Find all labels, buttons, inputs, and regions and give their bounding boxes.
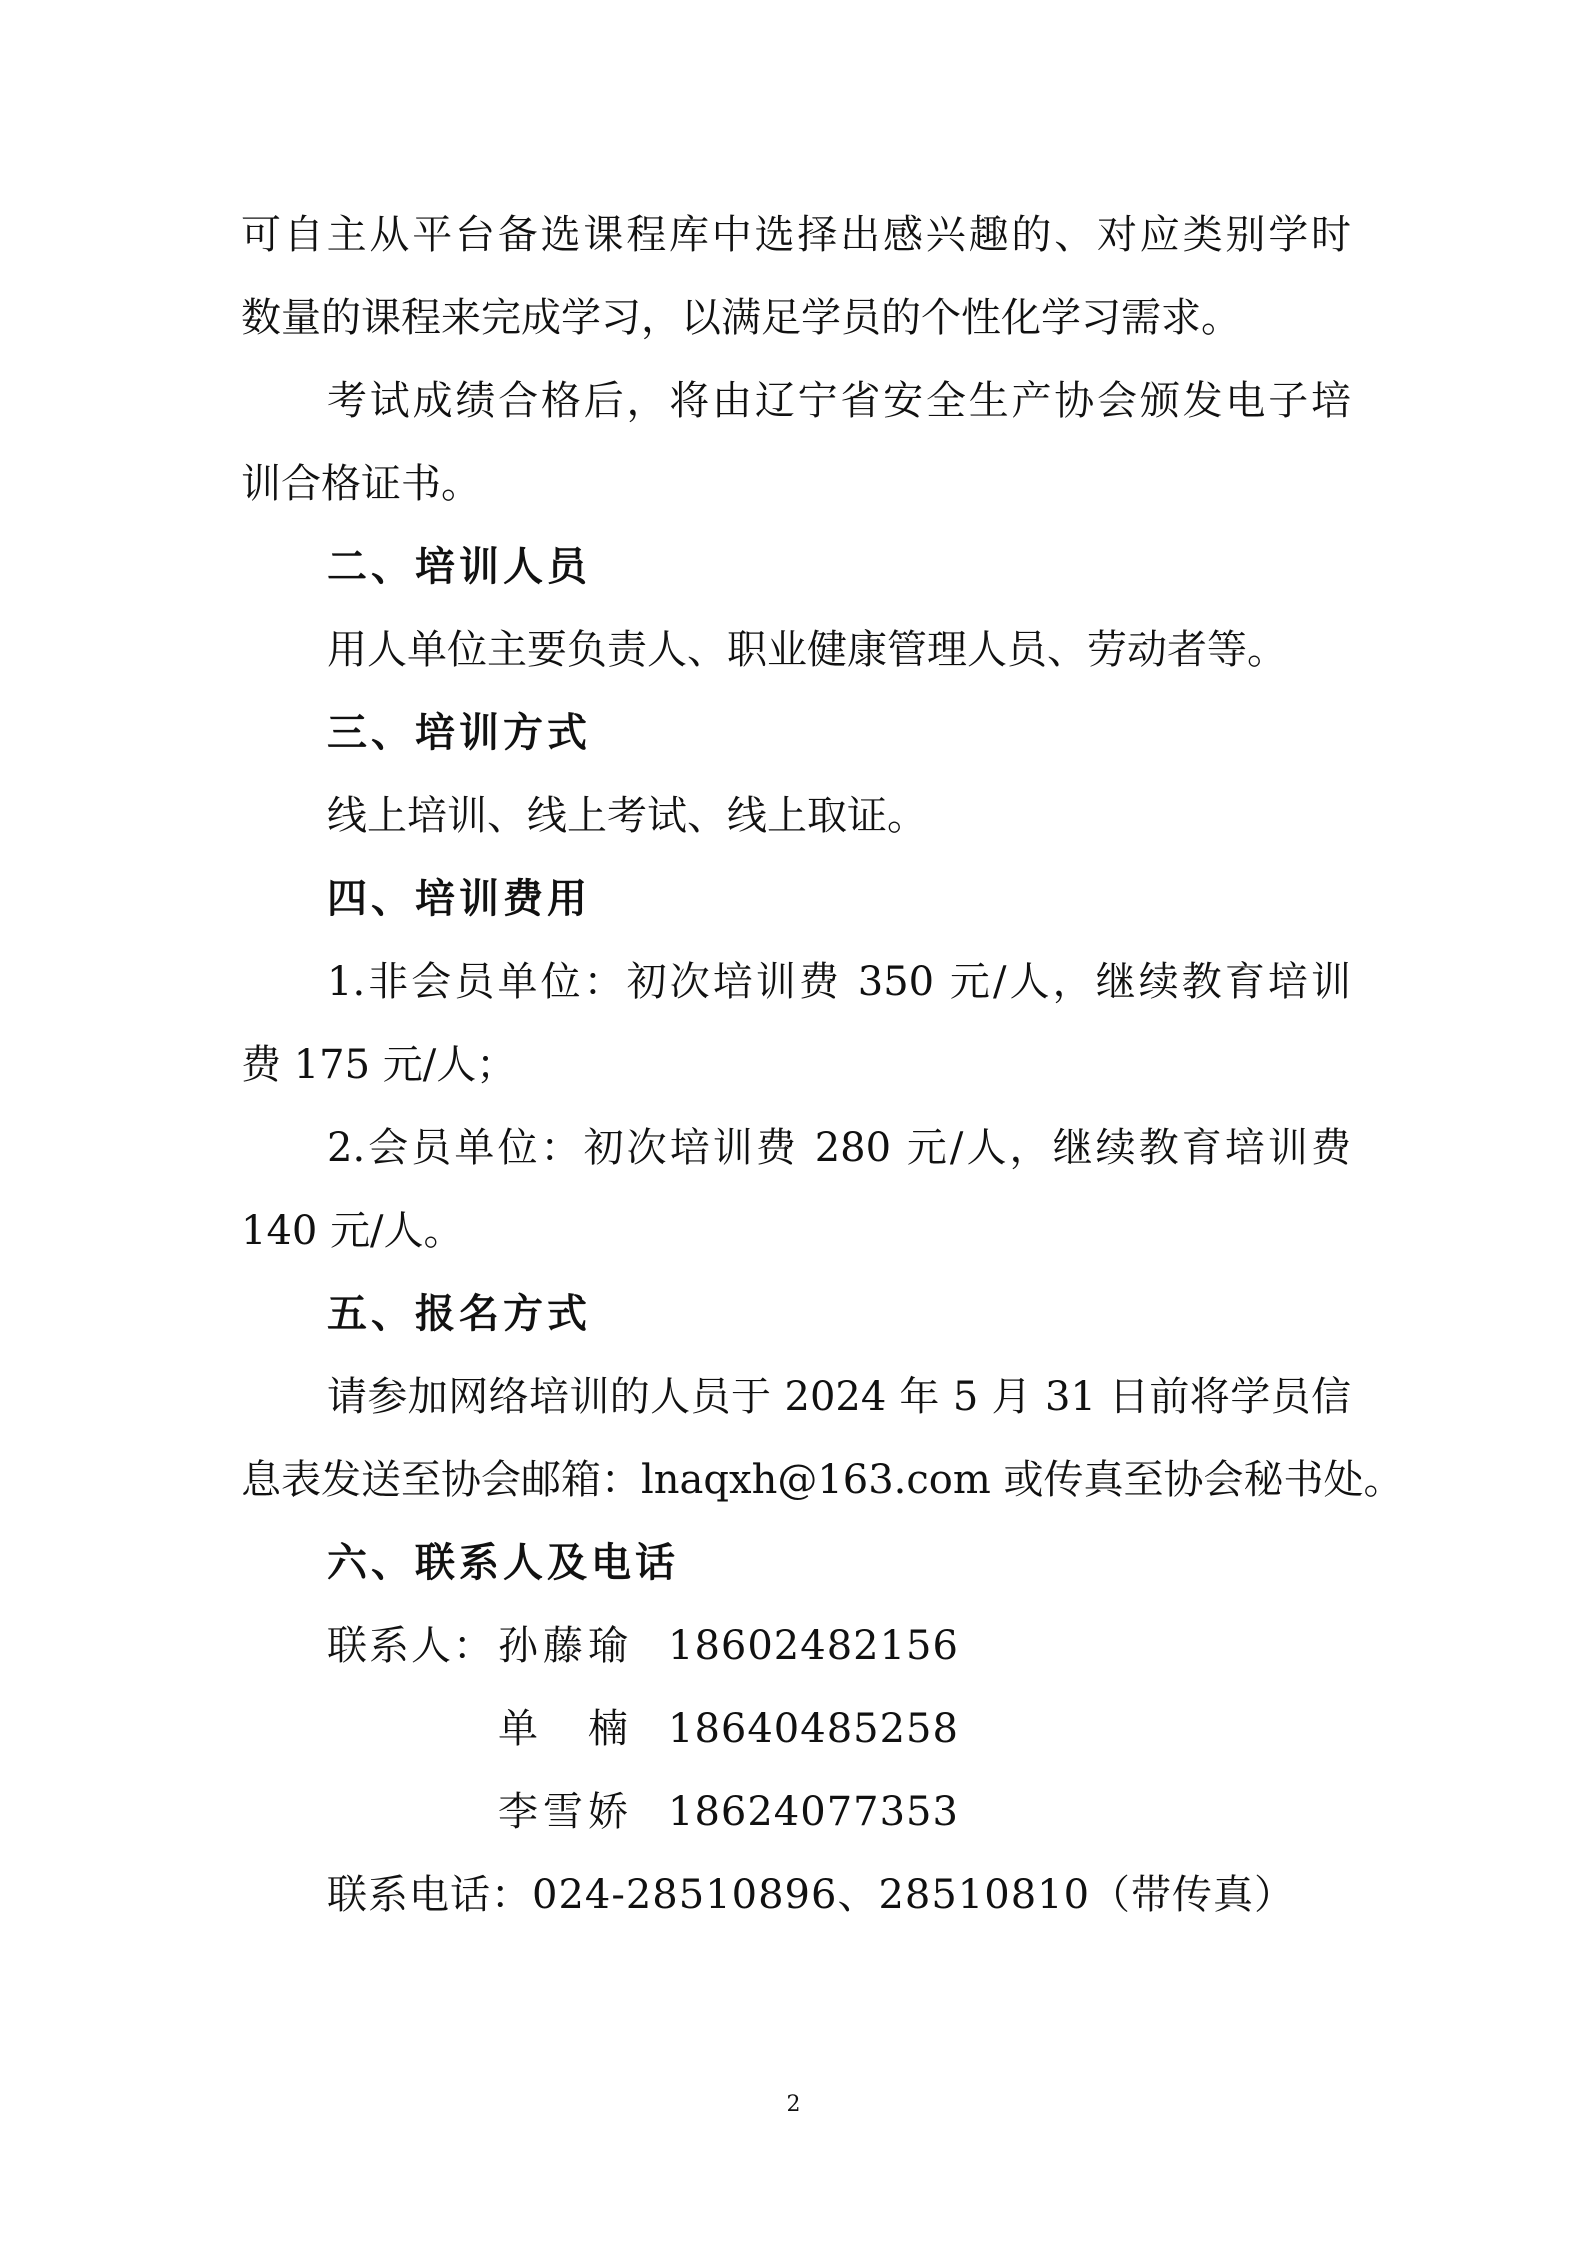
contacts-label: 联系人：	[327, 1623, 495, 1669]
section-heading: 二、培训人员	[327, 544, 591, 590]
section-heading: 六、联系人及电话	[327, 1540, 679, 1586]
paragraph-line: 训合格证书。	[241, 461, 481, 507]
fee-item: 费 175 元/人；	[241, 1042, 517, 1088]
fee-item: 140 元/人。	[241, 1208, 464, 1254]
paragraph-line: 数量的课程来完成学习，以满足学员的个性化学习需求。	[241, 295, 1241, 341]
section-body: 息表发送至协会邮箱：lnaqxh@163.com 或传真至协会秘书处。	[241, 1457, 1404, 1503]
contact-name: 孙藤瑜	[498, 1623, 628, 1669]
page-number: 2	[786, 2092, 801, 2117]
fee-item: 1.非会员单位：初次培训费 350 元/人，继续教育培训	[327, 959, 1351, 1005]
contact-phone: 18640485258	[668, 1706, 959, 1752]
fee-item: 2.会员单位：初次培训费 280 元/人，继续教育培训费	[327, 1125, 1351, 1171]
contact-phone: 18602482156	[668, 1623, 959, 1669]
contact-name: 李雪娇	[498, 1789, 628, 1835]
section-heading: 四、培训费用	[327, 876, 591, 922]
section-body: 线上培训、线上考试、线上取证。	[327, 793, 927, 839]
contact-phone-line: 联系电话：024-28510896、28510810（带传真）	[327, 1872, 1296, 1918]
section-body: 请参加网络培训的人员于 2024 年 5 月 31 日前将学员信	[327, 1374, 1351, 1420]
contact-phone: 18624077353	[668, 1789, 959, 1835]
section-heading: 三、培训方式	[327, 710, 591, 756]
paragraph-line: 可自主从平台备选课程库中选择出感兴趣的、对应类别学时	[241, 212, 1351, 258]
section-body: 用人单位主要负责人、职业健康管理人员、劳动者等。	[327, 627, 1287, 673]
section-heading: 五、报名方式	[327, 1291, 591, 1337]
contact-name: 单楠	[498, 1706, 628, 1752]
paragraph-line: 考试成绩合格后，将由辽宁省安全生产协会颁发电子培	[327, 378, 1351, 424]
